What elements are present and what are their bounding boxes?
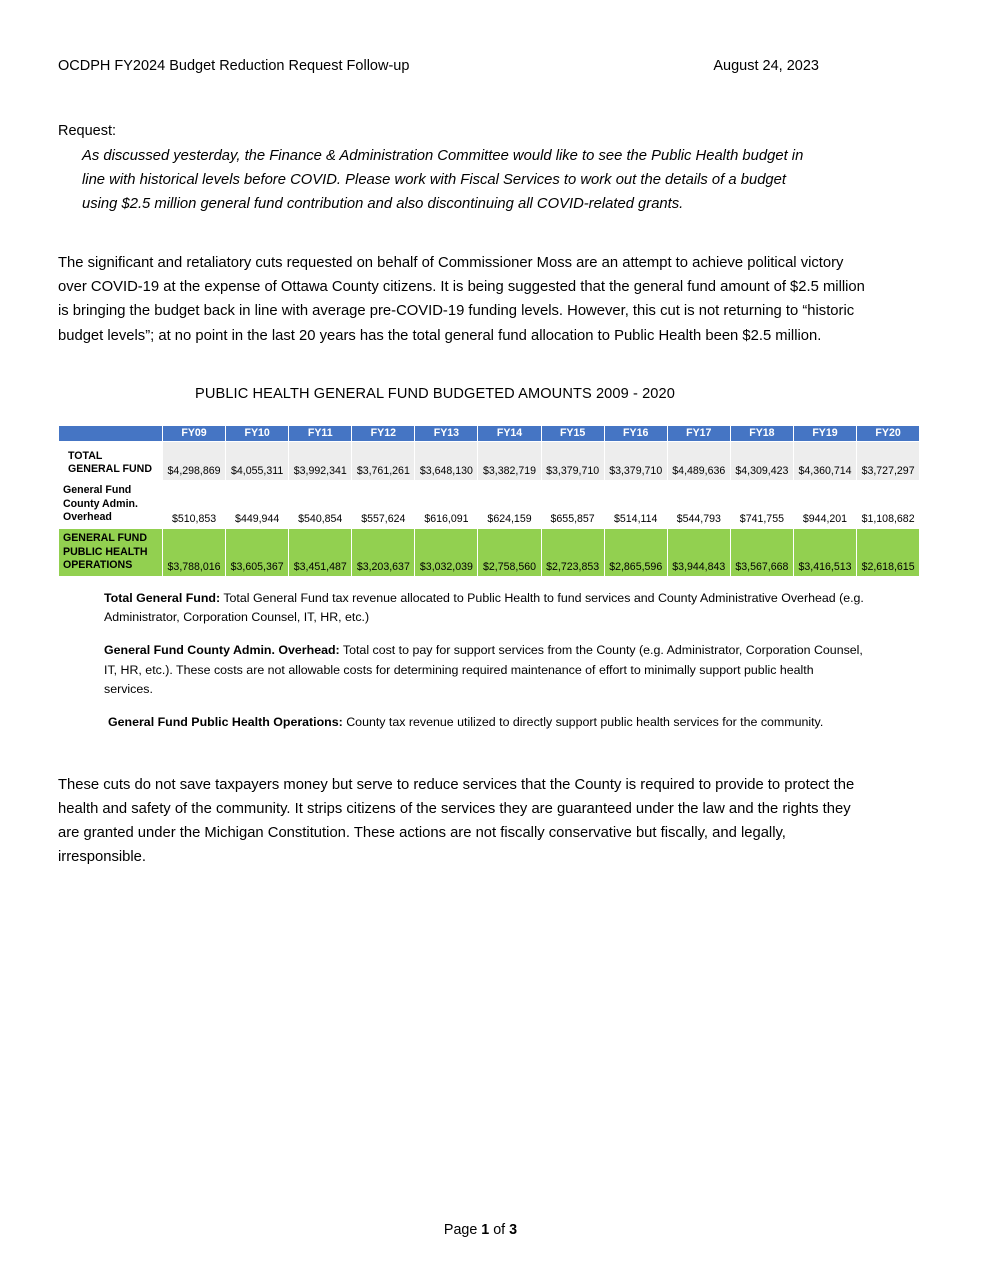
column-header-fy12: FY12 — [352, 425, 415, 441]
request-label: Request: — [58, 122, 117, 139]
row-label-line: TOTAL — [68, 449, 103, 462]
cell-total-fy19: $4,360,714 — [793, 441, 856, 480]
legend-description: Total General Fund tax revenue allocated to Public Health to fund services and County Administrative Overhead (e.g. Administrator, Corporation Counsel, IT, HR, etc.) — [104, 590, 864, 625]
row-label-line: County Admin. — [63, 497, 138, 510]
footer-page-number: 1 — [481, 1222, 490, 1238]
cell-ops-fy17: $3,944,843 — [667, 528, 730, 576]
cell-ops-fy16: $2,865,596 — [604, 528, 667, 576]
cell-admin-fy18: $741,755 — [730, 480, 793, 528]
column-header-fy11: FY11 — [289, 425, 352, 441]
closing-paragraph: These cuts do not save taxpayers money but serve to reduce services that the County is required to provide to protect the health and safety of the community. It strips citizens of the services they are guaranteed under the law and the rights they are granted under the Michigan Constitution. These actions are not fiscally conservative but fiscally, and legally, irresponsible. — [58, 776, 855, 866]
document-header — [58, 0, 932, 76]
cell-admin-fy14: $624,159 — [478, 480, 541, 528]
cell-admin-fy16: $514,114 — [604, 480, 667, 528]
column-header-fy13: FY13 — [415, 425, 478, 441]
cell-ops-fy20: $2,618,615 — [857, 528, 920, 576]
legend-description: County tax revenue utilized to directly support public health services for the community. — [342, 715, 824, 730]
cell-admin-fy13: $616,091 — [415, 480, 478, 528]
cell-total-fy11: $3,992,341 — [289, 441, 352, 480]
request-quote: As discussed yesterday, the Finance & Administration Committee would like to see the Public Health budget in line with historical levels before COVID. Please work with Fiscal Services to work out the details of a budget using $2.5 million general fund contribution and also discontinuing all COVID-related grants. — [82, 148, 804, 213]
row-label-line: Overhead — [63, 511, 112, 524]
cell-ops-fy10: $3,605,367 — [226, 528, 289, 576]
page-content — [58, 0, 932, 869]
row-label-total-general-fund — [59, 441, 163, 480]
cell-admin-fy15: $655,857 — [541, 480, 604, 528]
legend-note-total-general-fund — [104, 589, 864, 628]
column-header-fy10: FY10 — [226, 425, 289, 441]
page-footer — [0, 1222, 989, 1238]
row-label-line: PUBLIC HEALTH — [63, 545, 148, 558]
legend-note-public-health-operations — [104, 713, 864, 732]
column-header-fy14: FY14 — [478, 425, 541, 441]
cell-ops-fy11: $3,451,487 — [289, 528, 352, 576]
cell-admin-fy19: $944,201 — [793, 480, 856, 528]
cell-total-fy16: $3,379,710 — [604, 441, 667, 480]
table-legend-notes — [104, 589, 864, 733]
legend-description: Total cost to pay for support services from the County (e.g. Administrator, Corporation Counsel, IT, HR, etc.). These costs are not allowable costs for determining required maintenance of effort to minimally support public health services. — [104, 643, 863, 697]
cell-total-fy17: $4,489,636 — [667, 441, 730, 480]
cell-admin-fy11: $540,854 — [289, 480, 352, 528]
cell-admin-fy17: $544,793 — [667, 480, 730, 528]
row-label-line: General Fund — [63, 484, 132, 497]
footer-prefix: Page — [443, 1222, 482, 1238]
table-row — [59, 480, 920, 528]
cell-total-fy18: $4,309,423 — [730, 441, 793, 480]
column-header-fy15: FY15 — [541, 425, 604, 441]
row-label-line: GENERAL FUND — [63, 532, 147, 545]
column-header-fy17: FY17 — [667, 425, 730, 441]
row-label-line: OPERATIONS — [63, 559, 133, 572]
column-header-fy18: FY18 — [730, 425, 793, 441]
cell-total-fy12: $3,761,261 — [352, 441, 415, 480]
cell-admin-fy09: $510,853 — [163, 480, 226, 528]
cell-total-fy20: $3,727,297 — [857, 441, 920, 480]
cell-total-fy15: $3,379,710 — [541, 441, 604, 480]
budget-table-container — [58, 425, 920, 577]
legend-term: General Fund Public Health Operations: — [108, 715, 343, 730]
row-label-public-health-operations — [59, 528, 163, 576]
cell-admin-fy10: $449,944 — [226, 480, 289, 528]
document-date: August 24, 2023 — [713, 58, 819, 74]
cell-ops-fy12: $3,203,637 — [352, 528, 415, 576]
table-row — [59, 441, 920, 480]
column-header-fy20: FY20 — [857, 425, 920, 441]
cell-total-fy10: $4,055,311 — [226, 441, 289, 480]
row-label-county-admin-overhead — [59, 480, 163, 528]
budget-table — [58, 425, 920, 577]
footer-middle: of — [489, 1222, 510, 1238]
column-header-fy09: FY09 — [163, 425, 226, 441]
cell-total-fy13: $3,648,130 — [415, 441, 478, 480]
cell-admin-fy12: $557,624 — [352, 480, 415, 528]
cell-ops-fy19: $3,416,513 — [793, 528, 856, 576]
legend-note-county-admin-overhead — [104, 641, 864, 699]
cell-total-fy09: $4,298,869 — [163, 441, 226, 480]
table-corner-cell — [59, 425, 163, 441]
cell-admin-fy20: $1,108,682 — [857, 480, 920, 528]
cell-ops-fy09: $3,788,016 — [163, 528, 226, 576]
document-title: OCDPH FY2024 Budget Reduction Request Follow-up — [58, 58, 410, 74]
table-row — [59, 528, 920, 576]
table-title: PUBLIC HEALTH GENERAL FUND BUDGETED AMOUNTS 2009 - 2020 — [195, 385, 675, 402]
intro-paragraph: The significant and retaliatory cuts requested on behalf of Commissioner Moss are an attempt to achieve political victory over COVID-19 at the expense of Ottawa County citizens. It is being suggested that the general fund amount of $2.5 million is bringing the budget back in line with average pre-COVID-19 funding levels. However, this cut is not returning to “historic budget levels”; at no point in the last 20 years has the total general fund allocation to Public Health been $2.5 million. — [58, 255, 865, 344]
cell-ops-fy18: $3,567,668 — [730, 528, 793, 576]
cell-ops-fy15: $2,723,853 — [541, 528, 604, 576]
cell-ops-fy14: $2,758,560 — [478, 528, 541, 576]
cell-ops-fy13: $3,032,039 — [415, 528, 478, 576]
legend-term: Total General Fund: — [104, 590, 221, 605]
table-header-row — [59, 425, 920, 441]
cell-total-fy14: $3,382,719 — [478, 441, 541, 480]
column-header-fy19: FY19 — [793, 425, 856, 441]
legend-term: General Fund County Admin. Overhead: — [104, 643, 340, 658]
footer-page-total: 3 — [509, 1222, 518, 1238]
row-label-line: GENERAL FUND — [68, 463, 152, 476]
column-header-fy16: FY16 — [604, 425, 667, 441]
